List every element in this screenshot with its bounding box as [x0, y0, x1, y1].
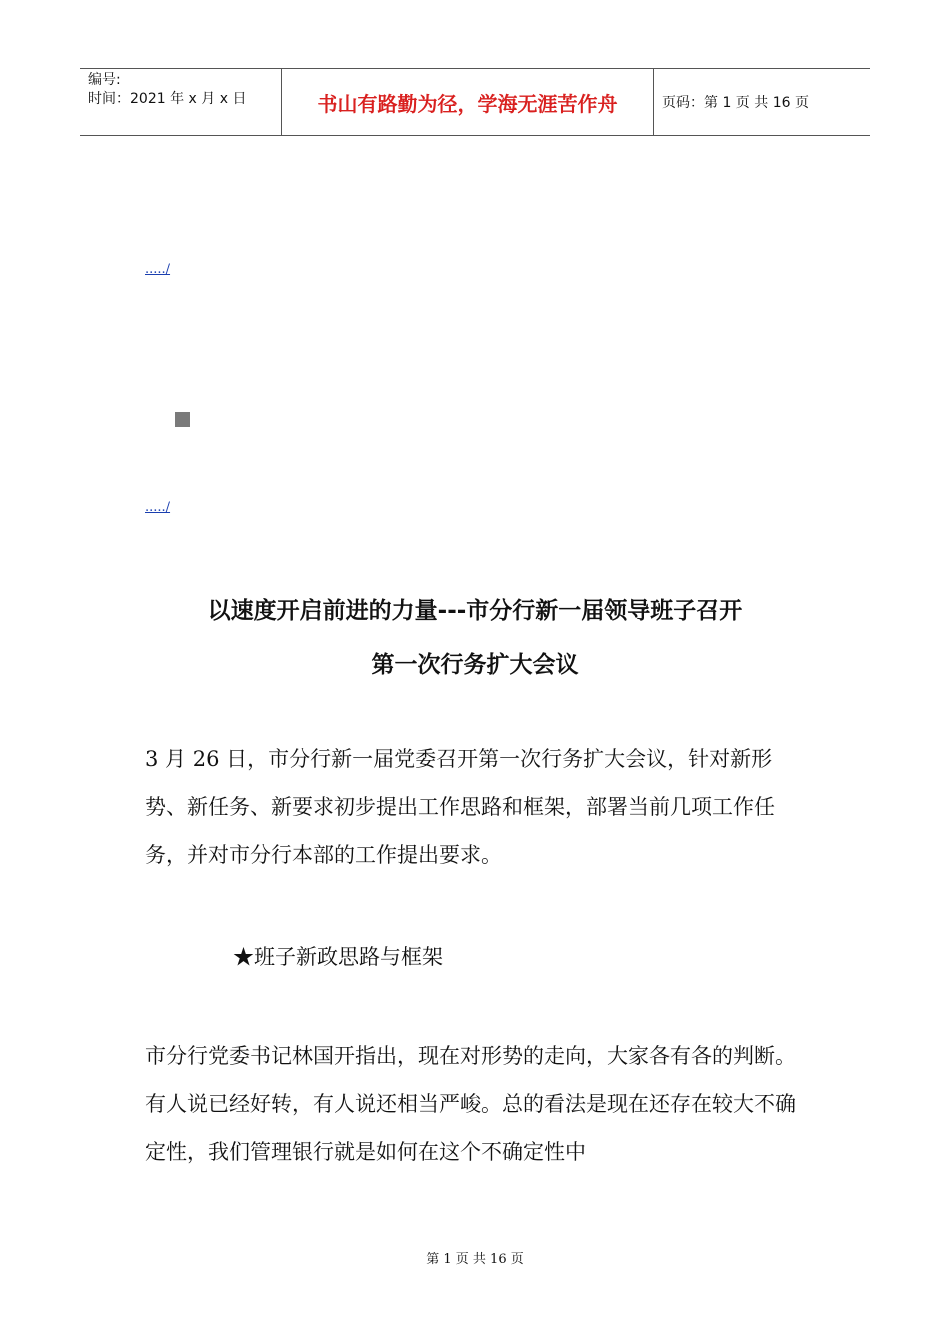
header-motto: 书山有路勤为径，学海无涯苦作舟 — [281, 69, 654, 135]
article-title-line1: 以速度开启前进的力量---市分行新一届领导班子召开 — [207, 598, 743, 624]
time-label: 时间：2021 年 x 月 x 日 — [88, 91, 247, 107]
page-footer: 第 1 页 共 16 页 — [426, 1252, 524, 1267]
paragraph-intro: 3 月 26 日，市分行新一届党委召开第一次行务扩大会议，针对新形势、新任务、新要求初步提出工作思路和框架，部署当前几项工作任务，并对市分行本部的工作提出要求。 — [145, 747, 775, 867]
image-placeholder-icon — [175, 412, 190, 427]
paragraph-body: 市分行党委书记林国开指出，现在对形势的走向，大家各有各的判断。有人说已经好转，有人说还相当严峻。总的看法是现在还存在较大不确定性，我们管理银行就是如何在这个不确定性中 — [145, 1044, 796, 1164]
link-bottom[interactable]: ...../ — [145, 500, 171, 515]
link-top[interactable]: ...../ — [145, 262, 171, 277]
document-header — [80, 68, 870, 136]
article-title-line2: 第一次行务扩大会议 — [371, 652, 579, 678]
header-meta — [80, 69, 281, 135]
header-page-info: 页码：第 1 页 共 16 页 — [662, 95, 809, 111]
number-label: 编号: — [88, 72, 121, 88]
section-heading: ★班子新政思路与框架 — [233, 945, 443, 969]
